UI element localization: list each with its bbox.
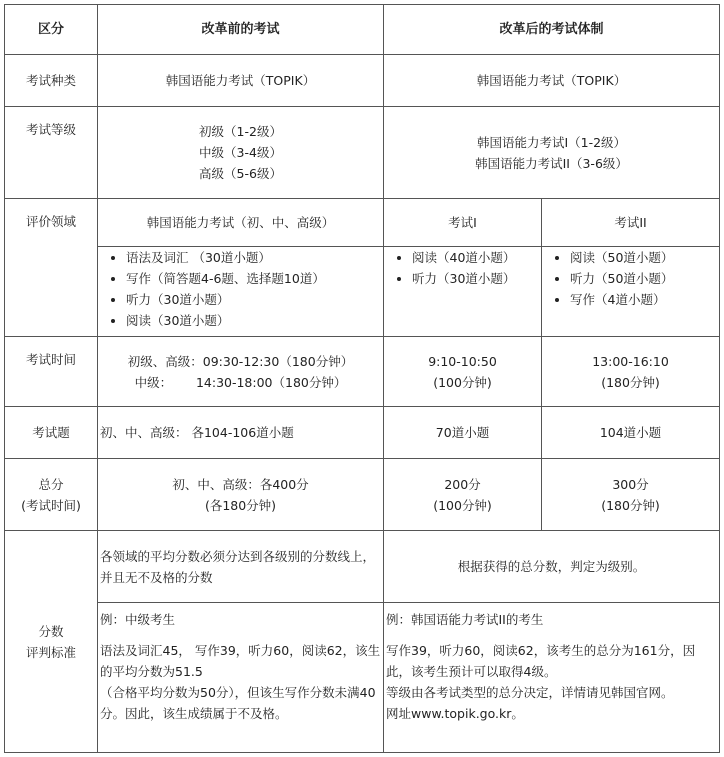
list-item: • 阅读（30道小题）: [126, 310, 381, 331]
before-domain-items: [98, 247, 384, 337]
row-exam-time: [5, 337, 720, 407]
label-line: (考试时间): [21, 497, 81, 513]
after-exam-level: [384, 107, 720, 199]
label-questions: 考试题: [5, 407, 98, 459]
test2-exam-time: [542, 337, 720, 407]
header-category: 区分: [5, 5, 98, 55]
test1-title: 考试I: [384, 199, 542, 247]
label-exam-type: 考试种类: [5, 55, 98, 107]
before-total-score: [98, 459, 384, 531]
before-exam-type: 韩国语能力考试（TOPIK）: [98, 55, 384, 107]
time-line: 13:00-16:10: [592, 353, 669, 369]
level-intermediate: 中级（3-4级）: [199, 145, 282, 160]
example-body: （合格平均分数为50分），但该生写作分数未满40分。因此，该生成绩属于不及格。: [100, 685, 376, 721]
test2-domain-items: [542, 247, 720, 337]
row-criteria-rule: [5, 531, 720, 603]
time-line: (100分钟): [433, 374, 492, 390]
time-line: 初级、高级：09:30-12:30（180分钟）: [127, 353, 354, 369]
header-before: 改革前的考试: [98, 5, 384, 55]
score-line: 300分: [612, 476, 649, 492]
test1-domain-items: [384, 247, 542, 337]
row-criteria-example: [5, 603, 720, 753]
score-line: (100分钟): [433, 497, 492, 513]
example-url: 网址www.topik.go.kr。: [386, 706, 524, 721]
header-after: 改革后的考试体制: [384, 5, 720, 55]
row-domain-items: [5, 247, 720, 337]
test1-questions: 70道小题: [384, 407, 542, 459]
level-topik-1: 韩国语能力考试I（1-2级）: [476, 134, 627, 150]
list-item: • 听力（50道小题）: [570, 268, 717, 289]
list-item: • 写作（简答题4-6题、选择题10道）: [126, 268, 381, 289]
example-body: 等级由各考试类型的总分决定，详情请见韩国官网。: [386, 685, 674, 700]
before-exam-time: [98, 337, 384, 407]
row-questions: [5, 407, 720, 459]
before-domain-title: 韩国语能力考试（初、中、高级）: [98, 199, 384, 247]
label-exam-level: 考试等级: [5, 107, 98, 199]
label-exam-time: 考试时间: [5, 337, 98, 407]
row-total-score: [5, 459, 720, 531]
list-item: • 语法及词汇 （30道小题）: [126, 247, 381, 268]
label-line: 总分: [38, 476, 64, 492]
after-criteria-example: [384, 603, 720, 753]
score-line: (180分钟): [601, 497, 660, 513]
time-line: 中级： 14:30-18:00（180分钟）: [134, 374, 347, 390]
before-criteria-example: [98, 603, 384, 753]
test1-exam-time: [384, 337, 542, 407]
score-line: 初、中、高级：各400分: [172, 476, 309, 492]
label-domain: 评价领域: [5, 199, 98, 337]
score-line: (各180分钟): [204, 497, 277, 513]
label-total-score: [5, 459, 98, 531]
before-exam-level: [98, 107, 384, 199]
list-item: • 听力（30道小题）: [412, 268, 539, 289]
test2-title: 考试II: [542, 199, 720, 247]
time-line: 9:10-10:50: [428, 353, 497, 369]
test2-questions: 104道小题: [542, 407, 720, 459]
list-item: • 写作（4道小题）: [570, 289, 717, 310]
label-line: 分数: [38, 623, 64, 639]
label-criteria: [5, 531, 98, 753]
level-beginner: 初级（1-2级）: [199, 124, 282, 139]
list-item: • 阅读（50道小题）: [570, 247, 717, 268]
level-advanced: 高级（5-6级）: [199, 166, 282, 181]
time-line: (180分钟): [601, 374, 660, 390]
example-body: 写作39，听力60，阅读62，该考生的总分为161分，因此，该考生预计可以取得4级。: [386, 643, 696, 679]
label-line: 评判标准: [25, 644, 76, 660]
example-title: 例：中级考生: [100, 612, 176, 627]
example-body: 语法及词汇45， 写作39，听力60，阅读62，该生的平均分数为51.5: [100, 643, 381, 679]
level-topik-2: 韩国语能力考试II（3-6级）: [475, 155, 628, 171]
row-domain-titles: [5, 199, 720, 247]
after-exam-type: 韩国语能力考试（TOPIK）: [384, 55, 720, 107]
comparison-table: [4, 4, 720, 753]
before-questions: 初、中、高级： 各104-106道小题: [98, 407, 384, 459]
header-row: [5, 5, 720, 55]
row-exam-level: [5, 107, 720, 199]
test1-total-score: [384, 459, 542, 531]
after-criteria-rule: 根据获得的总分数，判定为级别。: [384, 531, 720, 603]
test2-total-score: [542, 459, 720, 531]
list-item: • 听力（30道小题）: [126, 289, 381, 310]
row-exam-type: [5, 55, 720, 107]
before-criteria-rule: 各领域的平均分数必须分达到各级别的分数线上，并且无不及格的分数: [98, 531, 384, 603]
score-line: 200分: [444, 476, 481, 492]
list-item: • 阅读（40道小题）: [412, 247, 539, 268]
example-title: 例：韩国语能力考试II的考生: [386, 612, 544, 627]
